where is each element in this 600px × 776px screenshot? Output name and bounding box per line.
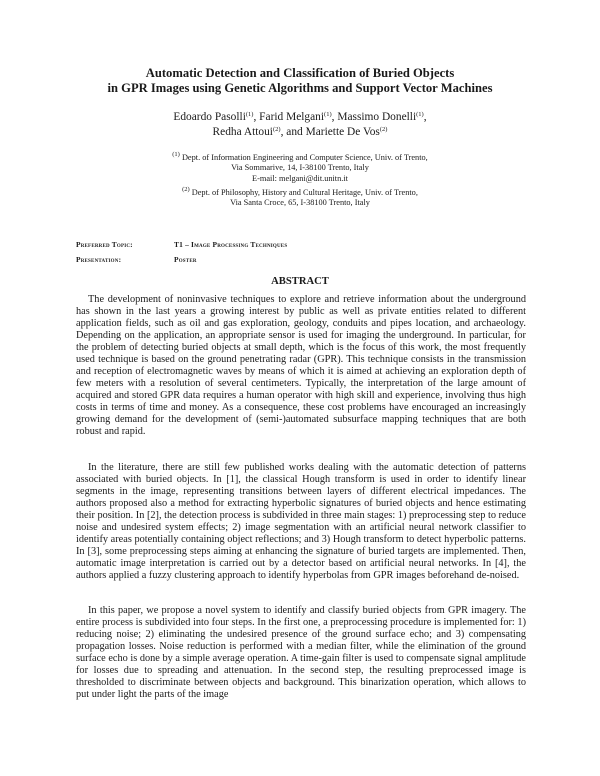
author-affiliation-marker: (2)	[272, 126, 281, 133]
author-affiliation-marker: (2)	[379, 126, 388, 133]
abstract-paragraph-1: The development of noninvasive techniques to explore and retrieve information about the underground has shown in the last years a growing interest by public as well as private entities related to different application fields, such as oil and gas exploration, geology, conduits and pipes location, and archaeology. Depending on the application, an appropriate sensor is used for imaging the underground. In particular, for the problem of detecting buried objects at small depth, which is the focus of this work, the most frequently used technique is based on the ground penetrating radar (GPR). This technique consists in the transmission and reception of electromagnetic waves by means of which it is aimed at achieving an exploration depth of few meters with a resolution of several centimeters. Typically, the interpretation of the large amount of acquired and stored GPR data requires a human operator with high skill and experience, involving thus high costs in terms of time and money. As a consequence, these cost problems have encouraged an increasingly growing demand for the development of (semi-)automated subsurface mapping techniques that are both robust and rapid.	[76, 294, 526, 438]
author-name: Massimo Donelli	[337, 111, 417, 123]
author-line-1: Edoardo Pasolli$^{(1)}$, Farid Melgani$^{(1)}$, Massimo Donelli$^{(1)}$,	[173, 111, 427, 123]
author-affiliation-marker: (1)	[245, 111, 254, 118]
preferred-topic-label: Preferred Topic:	[76, 240, 133, 249]
preferred-topic-value: T1 – Image Processing Techniques	[174, 240, 288, 249]
abstract-heading: ABSTRACT	[271, 276, 329, 287]
abstract-paragraph-2: In the literature, there are still few published works dealing with the automatic detection of patterns associated with buried objects. In [1], the classical Hough transform is used in order to identify linear segments in the image, representing transitions between layers of different electrical impedances. The authors proposed also a method for extracting hyperbolic signatures of buried objects and hence estimating their position. In [2], the detection process is subdivided in three main stages: 1) preprocessing step to reduce noise and undesired system effects; 2) image segmentation with an artificial neural network classifier to identify areas potentially containing object reflections; and 3) Hough transform to detect hyperbolic patterns. In [3], some preprocessing steps aiming at enhancing the signature of buried targets are implemented. Then, automatic image interpretation is carried out by a detector based on artificial neural networks. In [4], the authors applied a fuzzy clustering approach to identify hyperbolas from GPR images beforehand de-noised.	[76, 462, 526, 582]
author-name: Farid Melgani	[259, 111, 325, 123]
affiliation-marker: (2)	[182, 186, 190, 193]
affiliation-email: E-mail: melgani@dit.unitn.it	[252, 173, 348, 183]
author-name: Edoardo Pasolli	[173, 111, 246, 123]
affiliation-marker: (1)	[172, 151, 180, 158]
author-affiliation-marker: (1)	[416, 111, 424, 118]
abstract-paragraph-3: In this paper, we propose a novel system to identify and classify buried objects from GPR imagery. The entire process is subdivided into four steps. In the first one, a preprocessing procedure is implemented for: 1) reducing noise; 2) eliminating the undesired presence of the ground surface echo; and 3) compensating propagation losses. Noise reduction is performed with a median filter, while the elimination of the ground surface echo is done by a simple average operation. A time-gain filter is used to compensate signal amplitude for losses due to spreading and attenuation. In the second step, the resulting preprocessed image is thresholded to discriminate between objects and background. This binarization operation, which allows to put under light the parts of the image	[76, 605, 526, 701]
affiliation-1	[0, 153, 600, 184]
paper-title-line-1: Automatic Detection and Classification of Buried Objects	[145, 66, 455, 80]
author-affiliation-marker: (1)	[324, 111, 332, 118]
affiliation-line: $^{(1)}$ Dept. of Information Engineering and Computer Science, Univ. of Trento,	[172, 151, 428, 162]
author-name: Mariette De Vos	[305, 126, 380, 138]
author-line-2: Redha Attoui$^{(2)}$, and Mariette De Vos$^{(2)}$	[212, 126, 388, 138]
presentation-value: Poster	[174, 255, 197, 264]
paper-title-line-2: in GPR Images using Genetic Algorithms and Support Vector Machines	[107, 81, 493, 95]
affiliation-line: Via Sommarive, 14, I-38100 Trento, Italy	[231, 163, 369, 173]
affiliation-2	[0, 188, 600, 209]
affiliation-line: Via Santa Croce, 65, I-38100 Trento, Italy	[230, 198, 370, 208]
presentation-label: Presentation:	[76, 255, 122, 264]
author-name: Redha Attoui	[212, 126, 273, 138]
affiliation-line: $^{(2)}$ Dept. of Philosophy, History and Cultural Heritage, Univ. of Trento,	[182, 186, 418, 197]
